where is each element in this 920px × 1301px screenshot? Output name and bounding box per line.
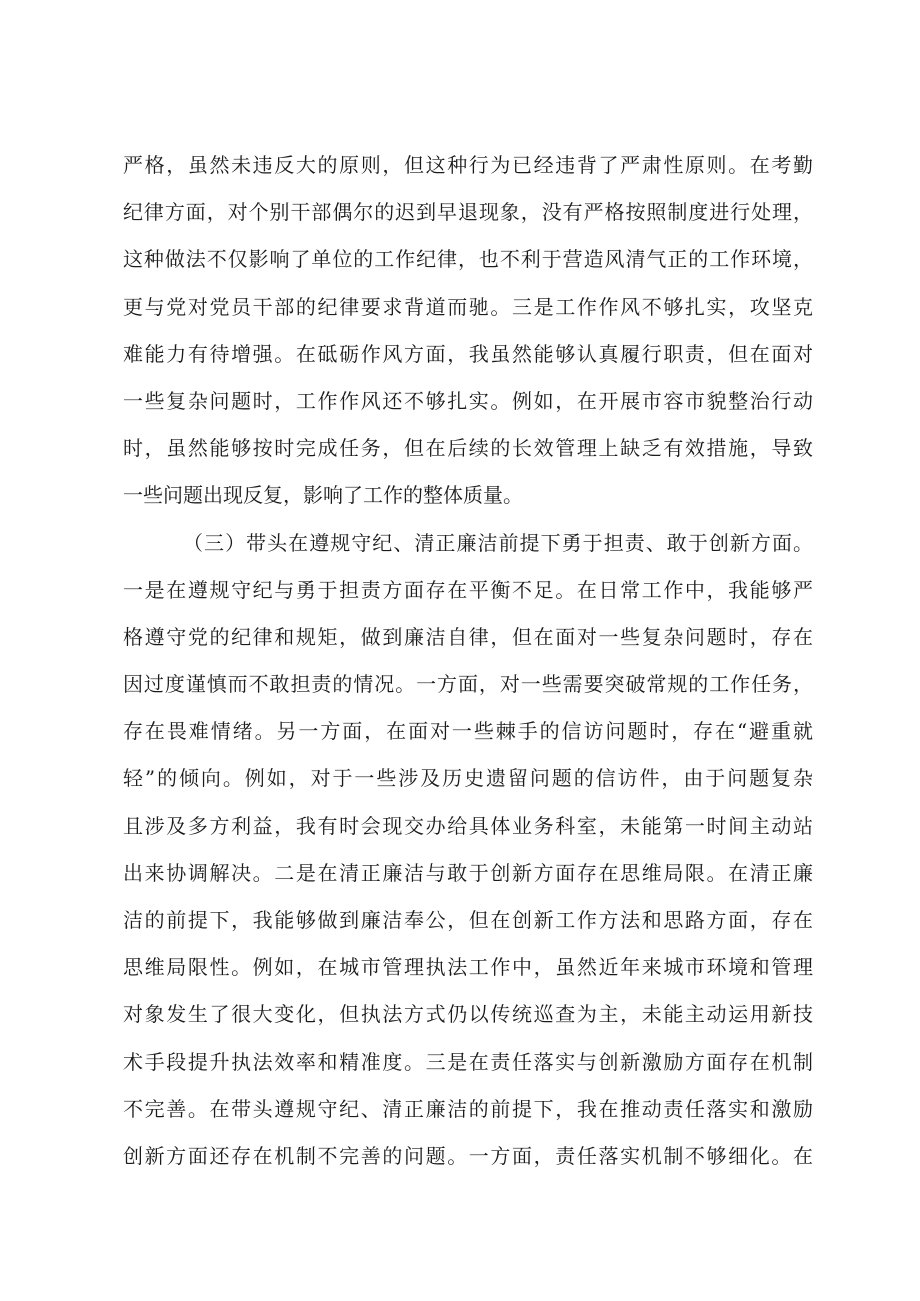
text-line: 不完善。在带头遵规守纪、清正廉洁的前提下，我在推动责任落实和激励 xyxy=(123,1096,813,1121)
text-line: 一些复杂问题时，工作作风还不够扎实。例如，在开展市容市貌整治行动 xyxy=(123,388,813,413)
text-line: 因过度谨慎而不敢担责的情况。一方面，对一些需要突破常规的工作任务， xyxy=(123,672,813,697)
text-line: 轻”的倾向。例如，对于一些涉及历史遗留问题的信访件，由于问题复杂 xyxy=(123,766,813,791)
text-line: 一是在遵规守纪与勇于担责方面存在平衡不足。在日常工作中，我能够严 xyxy=(123,577,813,602)
text-line: 纪律方面，对个别干部偶尔的迟到早退现象，没有严格按照制度进行处理， xyxy=(123,200,813,225)
section-heading: （三）带头在遵规守纪、清正廉洁前提下勇于担责、敢于创新方面。 xyxy=(183,530,813,555)
text-line: 格遵守党的纪律和规矩，做到廉洁自律，但在面对一些复杂问题时，存在 xyxy=(123,624,813,649)
text-line: 一些问题出现反复，影响了工作的整体质量。 xyxy=(123,483,523,508)
text-line: 洁的前提下，我能够做到廉洁奉公，但在创新工作方法和思路方面，存在 xyxy=(123,908,813,932)
text-line: 严格，虽然未违反大的原则，但这种行为已经违背了严肃性原则。在考勤 xyxy=(123,153,813,177)
text-line: 且涉及多方利益，我有时会现交办给具体业务科室，未能第一时间主动站 xyxy=(123,813,813,838)
text-line: 对象发生了很大变化，但执法方式仍以传统巡查为主，未能主动运用新技 xyxy=(123,1002,813,1027)
text-line: 创新方面还存在机制不完善的问题。一方面，责任落实机制不够细化。在 xyxy=(123,1143,813,1168)
text-line: 术手段提升执法效率和精准度。三是在责任落实与创新激励方面存在机制 xyxy=(123,1049,813,1074)
body-text xyxy=(123,142,813,1180)
text-line: 这种做法不仅影响了单位的工作纪律，也不利于营造风清气正的工作环境， xyxy=(123,247,813,272)
text-line: 出来协调解决。二是在清正廉洁与敢于创新方面存在思维局限。在清正廉 xyxy=(123,860,813,885)
text-line: 存在畏难情绪。另一方面，在面对一些棘手的信访问题时，存在“避重就 xyxy=(123,719,813,744)
text-line: 时，虽然能够按时完成任务，但在后续的长效管理上缺乏有效措施，导致 xyxy=(123,436,813,461)
text-line: 更与党对党员干部的纪律要求背道而驰。三是工作作风不够扎实，攻坚克 xyxy=(123,294,813,319)
text-line: 思维局限性。例如，在城市管理执法工作中，虽然近年来城市环境和管理 xyxy=(123,955,813,980)
text-line: 难能力有待增强。在砥砺作风方面，我虽然能够认真履行职责，但在面对 xyxy=(123,341,813,366)
